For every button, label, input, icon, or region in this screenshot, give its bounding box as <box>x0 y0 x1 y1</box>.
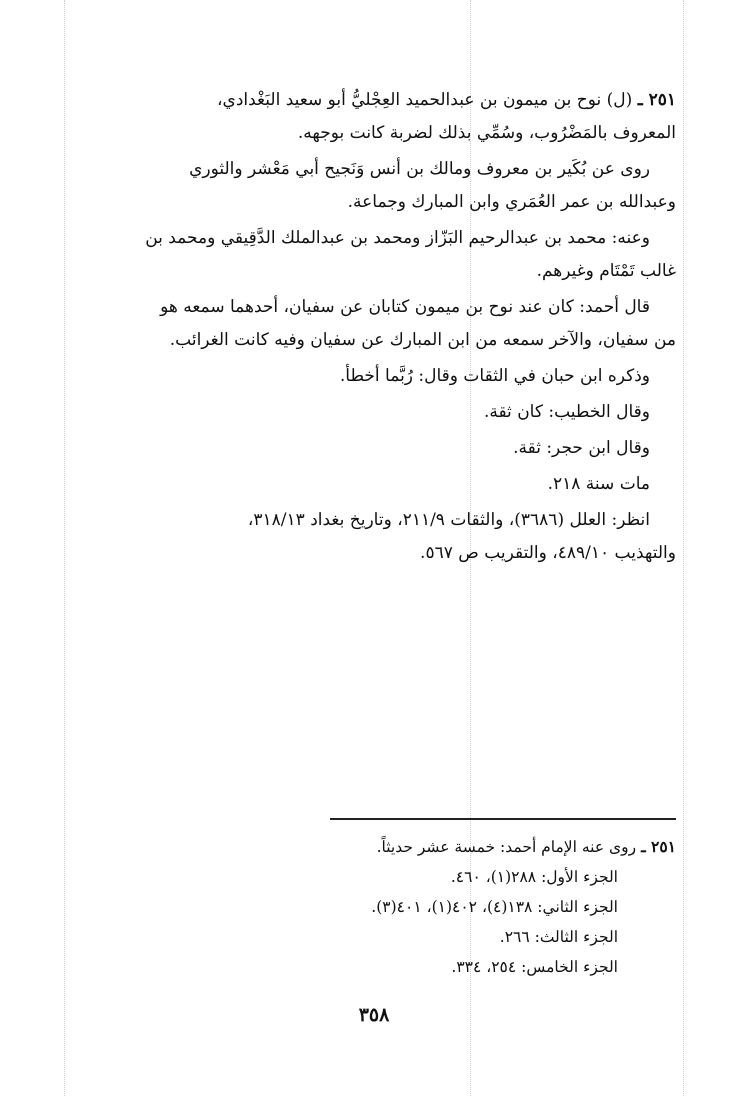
text-line: انظر: العلل (٣٦٨٦)، والثقات ٢١١/٩، وتاريخ بغداد ٣١٨/١٣، <box>247 510 650 530</box>
entry-number: ٢٥١ ـ <box>637 90 676 110</box>
footnote-item: الجزء الثالث: ٢٦٦. <box>499 928 618 946</box>
page-number: ٣٥٨ <box>358 1004 390 1026</box>
text-line: غالب تَمْتَام وغيرهم. <box>536 261 676 281</box>
main-text <box>70 84 676 573</box>
paragraph-ibn-hibban <box>70 360 676 393</box>
footnote-item: الجزء الأول: ٢٨٨(١)، ٤٦٠. <box>450 868 618 886</box>
paragraph-khatib <box>70 396 676 429</box>
footnote-item: الجزء الخامس: ٢٥٤، ٣٣٤. <box>451 958 618 976</box>
paragraph-death <box>70 468 676 501</box>
text-line: من سفيان، والآخر سمعه من ابن المبارك عن سفيان وفيه كانت الغرائب. <box>169 330 676 350</box>
entry-title: (ل) نوح بن ميمون بن عبدالحميد العِجْليُّ أبو سعيد البَغْدادي، <box>217 90 633 110</box>
text-line: روى عن بُكَير بن معروف ومالك بن أنس وَنَجيح أبي مَعْشر والثوري <box>189 159 650 179</box>
footnote-lead-text: روى عنه الإمام أحمد: خمسة عشر حديثاً. <box>376 838 637 856</box>
paragraph-narrated-from <box>70 153 676 219</box>
footnote-lead <box>330 832 676 862</box>
entry-heading <box>70 84 676 150</box>
paragraph-narrated-by <box>70 222 676 288</box>
text-line: قال أحمد: كان عند نوح بن ميمون كتابان عن سفيان، أحدهما سمعه هو <box>160 297 650 317</box>
footnotes <box>330 818 676 982</box>
text-line: المعروف بالمَضْرُوب، وسُمِّي بذلك لضربة كانت بوجهه. <box>297 123 676 143</box>
margin-guide-right <box>683 0 684 1096</box>
text-line: مات سنة ٢١٨. <box>547 474 650 494</box>
footnote-item: الجزء الثاني: ١٣٨(٤)، ٤٠٢(١)، ٤٠١(٣). <box>371 898 618 916</box>
text-line <box>70 84 676 117</box>
text-line: والتهذيب ٤٨٩/١٠، والتقريب ص ٥٦٧. <box>420 543 676 563</box>
paragraph-references <box>70 504 676 570</box>
text-line: وقال الخطيب: كان ثقة. <box>483 402 650 422</box>
text-line: وذكره ابن حبان في الثقات وقال: رُبَّما أخطأ. <box>339 366 650 386</box>
text-line: وعنه: محمد بن عبدالرحيم البَزّاز ومحمد بن عبدالملك الدَّقِيقي ومحمد بن <box>145 228 650 248</box>
margin-guide-left <box>64 0 65 1096</box>
text-line: وقال ابن حجر: ثقة. <box>513 438 650 458</box>
paragraph-ahmad <box>70 291 676 357</box>
text-line: وعبدالله بن عمر العُمَري وابن المبارك وجماعة. <box>347 192 676 212</box>
footnote-number: ٢٥١ ـ <box>641 837 676 856</box>
paragraph-ibn-hajar <box>70 432 676 465</box>
